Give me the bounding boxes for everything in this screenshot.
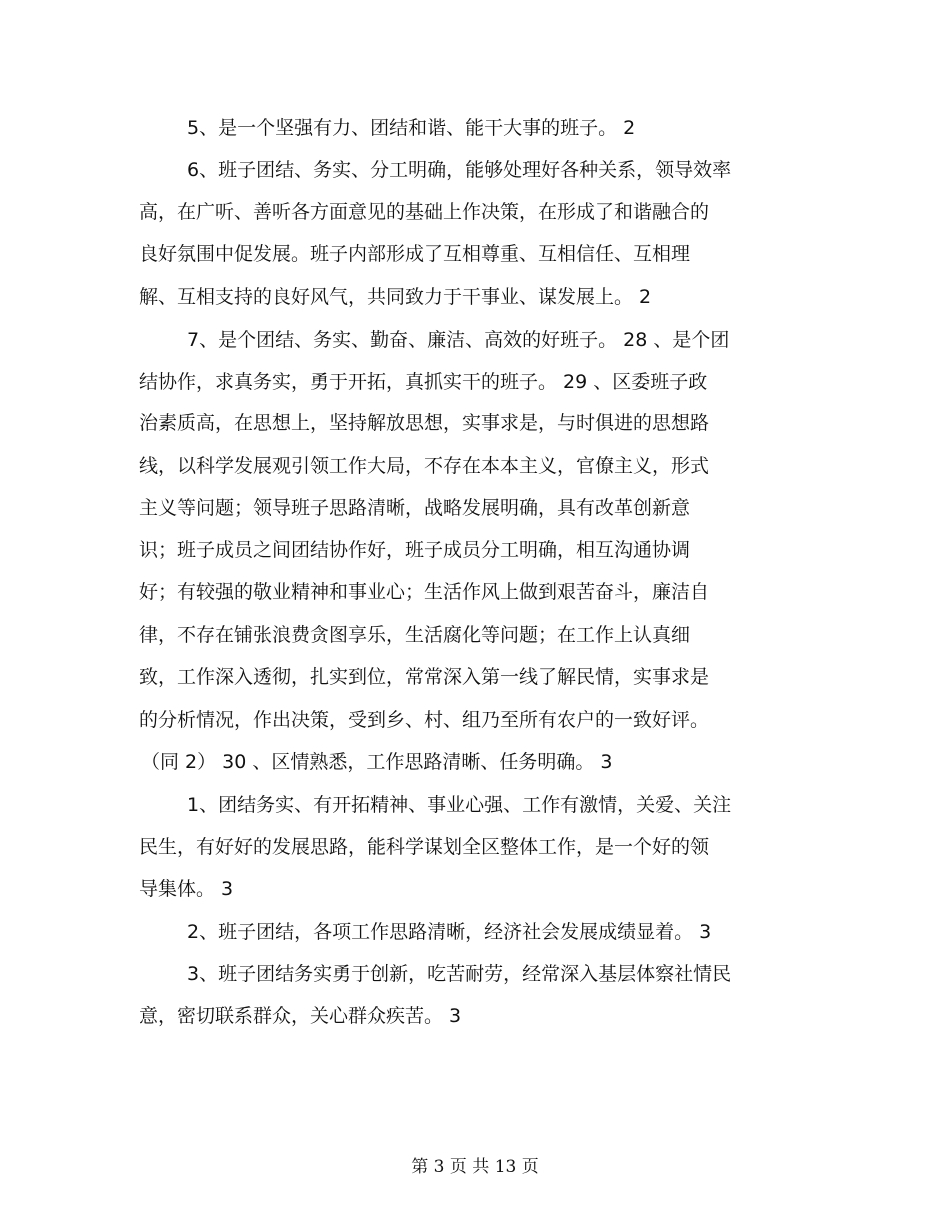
text-line: 结协作，求真务实，勇于开拓，真抓实干的班子。 29 、区委班子政 <box>139 371 708 393</box>
text-line: 良好氛围中促发展。班子内部形成了互相尊重、互相信任、互相理 <box>139 243 691 265</box>
text-line: 民生，有好好的发展思路，能科学谋划全区整体工作，是一个好的领 <box>139 836 710 858</box>
text-line: 识；班子成员之间团结协作好，班子成员分工明确，相互沟通协调 <box>139 539 691 561</box>
text-line: （同 2） 30 、区情熟悉，工作思路清晰、任务明确。 3 <box>141 751 613 773</box>
text-line: 的分析情况，作出决策，受到乡、村、组乃至所有农户的一致好评。 <box>139 709 710 731</box>
text-line: 6、班子团结、务实、分工明确，能够处理好各种关系，领导效率 <box>187 159 732 181</box>
text-line: 治素质高，在思想上，坚持解放思想，实事求是，与时俱进的思想路 <box>139 412 710 434</box>
text-line: 导集体。 3 <box>139 878 234 900</box>
text-line: 致，工作深入透彻，扎实到位，常常深入第一线了解民情，实事求是 <box>139 666 710 688</box>
text-line: 好；有较强的敬业精神和事业心；生活作风上做到艰苦奋斗，廉洁自 <box>139 581 710 603</box>
text-line: 主义等问题；领导班子思路清晰，战略发展明确，具有改革创新意 <box>139 497 691 519</box>
text-line: 7、是个团结、务实、勤奋、廉洁、高效的好班子。 28 、是个团 <box>187 329 730 351</box>
text-line: 1、团结务实、有开拓精神、事业心强、工作有激情，关爱、关注 <box>187 794 732 816</box>
text-line: 意，密切联系群众，关心群众疾苦。 3 <box>139 1005 462 1027</box>
text-line: 2、班子团结，各项工作思路清晰，经济社会发展成绩显着。 3 <box>187 921 712 943</box>
text-line: 高，在广听、善听各方面意见的基础上作决策，在形成了和谐融合的 <box>139 201 710 223</box>
text-line: 解、互相支持的良好风气，共同致力于干事业、谋发展上。 2 <box>139 286 652 308</box>
text-line: 律，不存在铺张浪费贪图享乐，生活腐化等问题；在工作上认真细 <box>139 624 691 646</box>
text-line: 线，以科学发展观引领工作大局，不存在本本主义，官僚主义，形式 <box>139 455 710 477</box>
text-line: 5、是一个坚强有力、团结和谐、能干大事的班子。 2 <box>187 117 636 139</box>
page-number-footer: 第 3 页 共 13 页 <box>411 1157 539 1177</box>
text-line: 3、班子团结务实勇于创新，吃苦耐劳，经常深入基层体察社情民 <box>187 963 732 985</box>
